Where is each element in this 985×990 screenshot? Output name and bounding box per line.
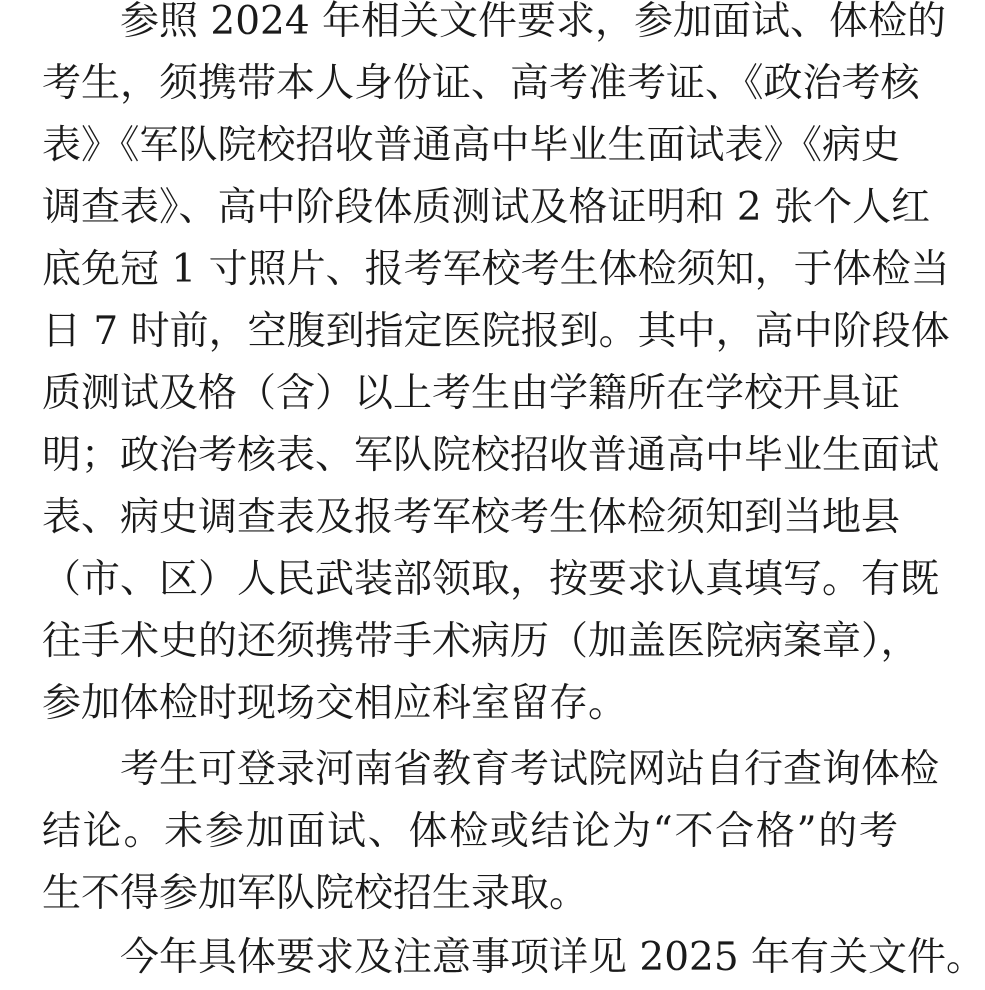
paragraph-1-line-2: 考生，须携带本人身份证、高考准考证、《政治考核 (42, 61, 920, 106)
paragraph-2-line-3: 生不得参加军队院校招生录取。 (42, 871, 589, 916)
paragraph-1-line-5: 底免冠 1 寸照片、报考军校考生体检须知，于体检当 (42, 247, 950, 292)
paragraph-1-line-4: 调查表》、高中阶段体质测试及格证明和 2 张个人红 (42, 185, 931, 230)
paragraph-1-line-10: （市、区）人民武装部领取，按要求认真填写。有既 (42, 557, 940, 602)
paragraph-1-line-6: 日 7 时前，空腹到指定医院报到。其中，高中阶段体 (42, 309, 950, 354)
paragraph-1-line-8: 明；政治考核表、军队院校招收普通高中毕业生面试 (42, 433, 940, 478)
paragraph-2-line-1: 考生可登录河南省教育考试院网站自行查询体检 (120, 747, 940, 792)
paragraph-1-line-3: 表》《军队院校招收普通高中毕业生面试表》《病史 (42, 123, 901, 168)
paragraph-2-line-2: 结论。未参加面试、体检或结论为“不合格”的考 (42, 809, 898, 854)
paragraph-1-line-9: 表、病史调查表及报考军校考生体检须知到当地县 (42, 495, 901, 540)
paragraph-3-line-1: 今年具体要求及注意事项详见 2025 年有关文件。 (120, 935, 985, 980)
paragraph-1-line-12: 参加体检时现场交相应科室留存。 (42, 681, 628, 726)
paragraph-1-line-1: 参照 2024 年相关文件要求，参加面试、体检的 (120, 0, 947, 44)
paragraph-1-line-7: 质测试及格（含）以上考生由学籍所在学校开具证 (42, 371, 901, 416)
paragraph-1-line-11: 往手术史的还须携带手术病历（加盖医院病案章）， (42, 619, 920, 664)
